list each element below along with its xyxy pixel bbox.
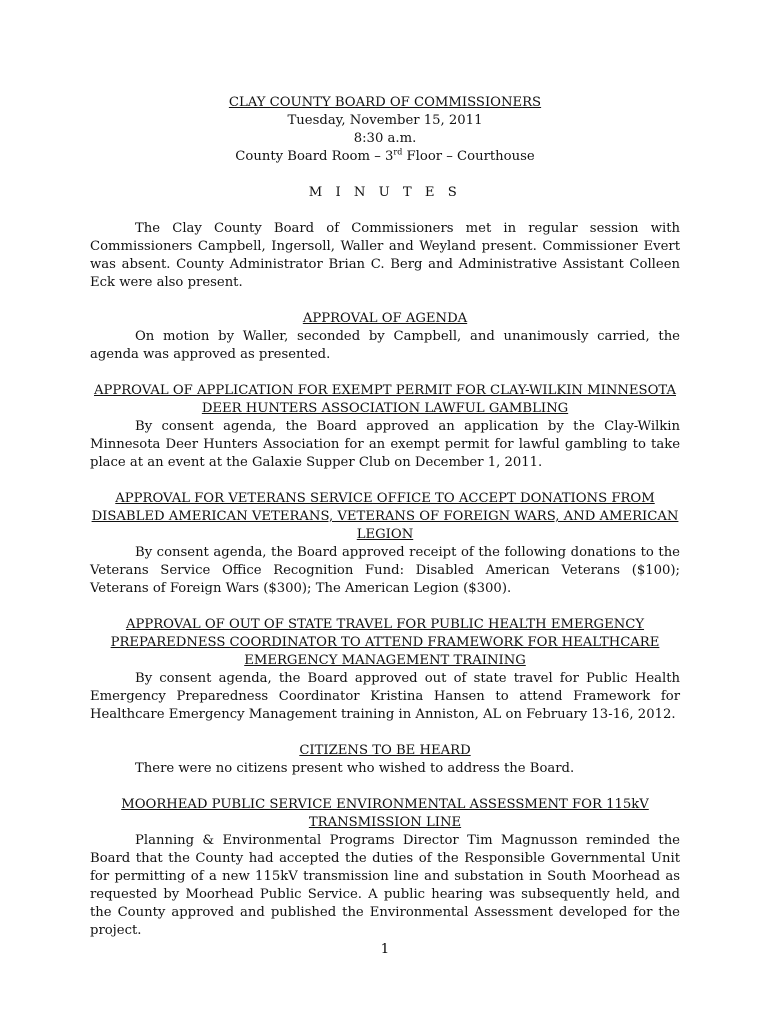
minutes-document bbox=[90, 94, 680, 940]
minutes-label: M I N U T E S bbox=[308, 185, 462, 200]
location-post: Floor – Courthouse bbox=[402, 149, 535, 164]
section-heading: APPROVAL OF OUT OF STATE TRAVEL FOR PUBLIC HEALTH EMERGENCY PREPAREDNESS COORDINATOR TO ATTEND FRAMEWORK FOR HEALTHCARE EMERGENCY MANAGEMENT TRAINING bbox=[110, 617, 660, 668]
section-body: By consent agenda, the Board approved receipt of the following donations to the Veterans Service Office Recognition Fund: Disabled American Veterans ($100); Veterans of Foreign Wars ($300); The American Legion ($300). bbox=[90, 545, 680, 596]
section-citizens-to-be-heard bbox=[90, 742, 680, 778]
section-body: Planning & Environmental Programs Director Tim Magnusson reminded the Board that the County had accepted the duties of the Responsible Governmental Unit for permitting of a new 115kV transmission line and substation in South Moorhead as requested by Moorhead Public Service. A public hearing was subsequently held, and the County approved and published the Environmental Assessment developed for the project. bbox=[90, 833, 680, 938]
section-body: By consent agenda, the Board approved an application by the Clay-Wilkin Minnesota Deer Hunters Association for an exempt permit for lawful gambling to take place at an event at the Galaxie Supper Club on December 1, 2011. bbox=[90, 419, 680, 470]
location-sup: rd bbox=[393, 147, 403, 157]
section-body: On motion by Waller, seconded by Campbell, and unanimously carried, the agenda was approved as presented. bbox=[90, 329, 680, 362]
section-body: By consent agenda, the Board approved out of state travel for Public Health Emergency Preparedness Coordinator Kristina Hansen to attend Framework for Healthcare Emergency Management training in Anniston, AL on February 13-16, 2012. bbox=[90, 671, 680, 722]
section-heading: APPROVAL OF APPLICATION FOR EXEMPT PERMIT FOR CLAY-WILKIN MINNESOTA DEER HUNTERS ASSOCIATION LAWFUL GAMBLING bbox=[93, 383, 676, 416]
section-heading: APPROVAL OF AGENDA bbox=[302, 311, 468, 326]
meeting-time: 8:30 a.m. bbox=[353, 131, 417, 146]
meeting-location bbox=[90, 148, 680, 166]
section-environmental-assessment bbox=[90, 796, 680, 940]
intro-paragraph: The Clay County Board of Commissioners met in regular session with Commissioners Campbell, Ingersoll, Waller and Weyland present. Commissioner Evert was absent. County Administrator Brian C. Berg and Administrative Assistant Colleen Eck were also present. bbox=[90, 221, 680, 290]
org-title: CLAY COUNTY BOARD OF COMMISSIONERS bbox=[228, 95, 542, 110]
section-out-of-state-travel bbox=[90, 616, 680, 724]
section-approval-of-agenda bbox=[90, 310, 680, 364]
section-heading: APPROVAL FOR VETERANS SERVICE OFFICE TO ACCEPT DONATIONS FROM DISABLED AMERICAN VETERANS, VETERANS OF FOREIGN WARS, AND AMERICAN LEGION bbox=[91, 491, 679, 542]
section-heading: CITIZENS TO BE HEARD bbox=[299, 743, 471, 758]
location-pre: County Board Room – 3 bbox=[235, 149, 394, 164]
section-veterans-donations bbox=[90, 490, 680, 598]
section-exempt-permit bbox=[90, 382, 680, 472]
section-heading: MOORHEAD PUBLIC SERVICE ENVIRONMENTAL ASSESSMENT FOR 115kV TRANSMISSION LINE bbox=[121, 797, 649, 830]
section-body: There were no citizens present who wished to address the Board. bbox=[135, 761, 575, 776]
page-number: 1 bbox=[380, 942, 390, 957]
meeting-date: Tuesday, November 15, 2011 bbox=[287, 113, 483, 128]
